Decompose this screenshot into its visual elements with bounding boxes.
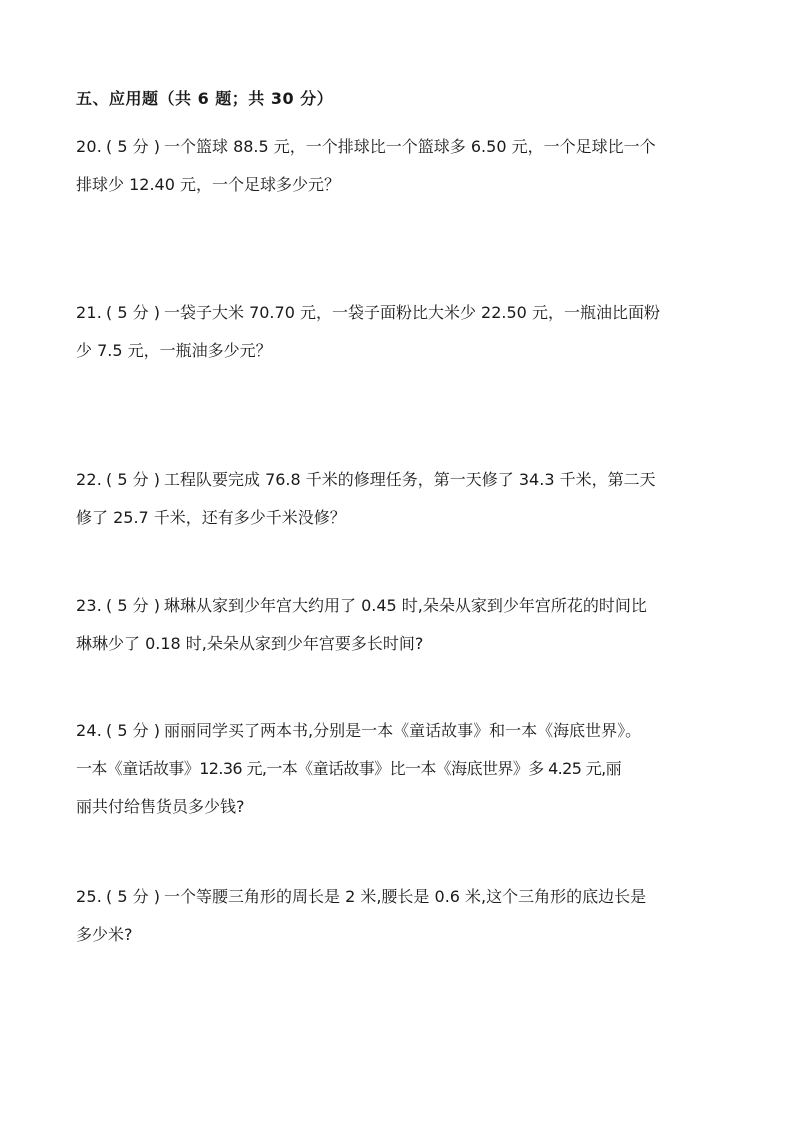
question-text: 一个篮球 88.5 元，一个排球比一个篮球多 6.50 元，一个足球比一个 [163,137,656,156]
question-number: 23. [76,596,103,615]
question-line [76,128,724,166]
question-text: 琳琳从家到少年宫大约用了 0.45 时,朵朵从家到少年宫所花的时间比 [163,596,647,615]
question-number: 21. [76,303,103,322]
question-score: ( 5 分 ) [106,887,160,906]
question-line: 修了 25.7 千米，还有多少千米没修？ [76,508,346,527]
question-line: 多少米? [76,925,133,944]
question-line: 丽共付给售货员多少钱? [76,797,245,816]
question-line: 排球少 12.40 元，一个足球多少元？ [76,175,340,194]
question-line [76,878,724,916]
question-21 [76,294,724,370]
question-number: 24. [76,721,103,740]
question-score: ( 5 分 ) [106,470,160,489]
question-20 [76,128,724,204]
question-24 [76,712,724,826]
question-score: ( 5 分 ) [106,596,160,615]
question-text: 一个等腰三角形的周长是 2 米,腰长是 0.6 米,这个三角形的底边长是 [163,887,647,906]
question-line: 琳琳少了 0.18 时,朵朵从家到少年宫要多长时间? [76,634,424,653]
question-number: 25. [76,887,103,906]
section-title: 五、应用题（共 6 题；共 30 分） [76,89,334,108]
question-line [76,294,724,332]
question-text: 丽丽同学买了两本书,分别是一本《童话故事》和一本《海底世界》。 [163,721,642,740]
question-line: 少 7.5 元，一瓶油多少元？ [76,341,272,360]
question-score: ( 5 分 ) [106,721,160,740]
question-text: 一袋子大米 70.70 元，一袋子面粉比大米少 22.50 元，一瓶油比面粉 [163,303,660,322]
question-number: 20. [76,137,103,156]
question-text: 工程队要完成 76.8 千米的修理任务，第一天修了 34.3 千米，第二天 [163,470,656,489]
question-score: ( 5 分 ) [106,303,160,322]
question-25 [76,878,724,954]
question-line [76,461,724,499]
question-line [76,587,724,625]
question-22 [76,461,724,537]
question-line [76,712,724,750]
question-23 [76,587,724,663]
question-line: 一本《童话故事》12.36 元,一本《童话故事》比一本《海底世界》多 4.25 元,丽 [76,759,622,778]
question-score: ( 5 分 ) [106,137,160,156]
question-number: 22. [76,470,103,489]
